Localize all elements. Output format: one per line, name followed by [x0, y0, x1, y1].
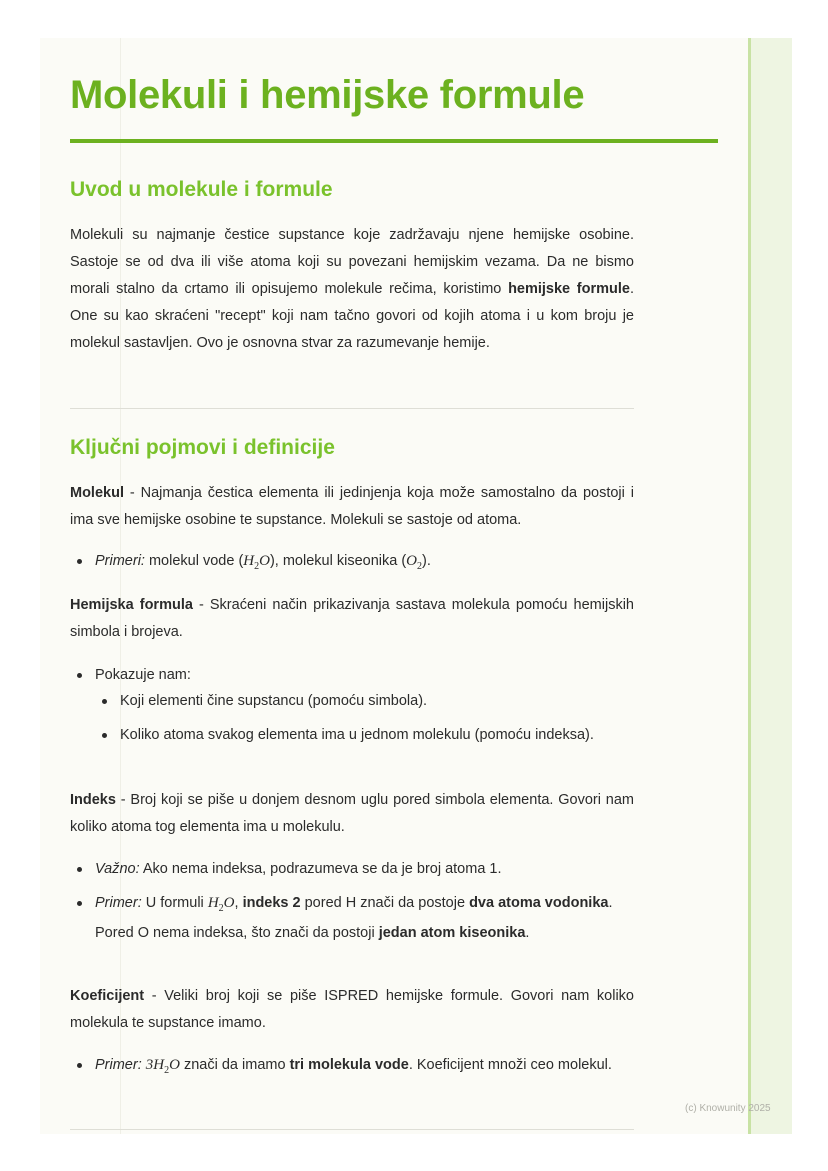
margin-line [120, 38, 121, 1134]
section-heading-intro: Uvod u molekule i formule [70, 178, 333, 201]
intro-text-a: Molekuli su najmanje čestice supstance koje zadržavaju njene hemijske osobine. Sastoje se od dva ili više atoma koji su povezani hemijskim vezama. Da ne bismo morali stalno da crtamo ili opisujemo molekule rečima, koristimo [70, 227, 634, 297]
list-subitem: Koliko atoma svakog elementa ima u jednom molekulu (pomoću indeksa). [70, 723, 634, 748]
right-margin-rule [748, 38, 751, 1134]
definition-formula [70, 592, 634, 646]
bullet-text: , [234, 895, 243, 911]
list-subitem: Koji elementi čine supstancu (pomoću simbola). [70, 689, 634, 714]
formula-index: 2 [218, 903, 224, 914]
formula-symbol: O [259, 553, 270, 569]
bottom-divider [70, 1129, 634, 1130]
list-item: Pokazuje nam: [70, 663, 634, 688]
bullet-text: U formuli [141, 895, 208, 911]
list-item [70, 857, 634, 882]
formula-symbol: H [243, 553, 255, 569]
bullet-label: Važno: [95, 861, 140, 877]
list-item [70, 891, 634, 946]
formula-index: 2 [164, 1065, 170, 1076]
bullet-label: Primer: [95, 895, 142, 911]
bullet-text: znači da imamo [179, 1057, 290, 1073]
bold-text: indeks 2 [242, 895, 301, 911]
formula-symbol: 3H [145, 1057, 165, 1073]
bold-text: jedan atom kiseonika [378, 925, 526, 941]
page-title: Molekuli i hemijske formule [70, 73, 585, 117]
term-koeficijent: Koeficijent [70, 988, 145, 1004]
bold-text: dva atoma vodonika [469, 895, 609, 911]
bullet-text: ), molekul kiseonika ( [269, 553, 407, 569]
formula-water [207, 895, 235, 914]
list-item [70, 1053, 634, 1083]
formula-oxygen [406, 553, 422, 572]
def-molekul: - Najmanja čestica elementa ili jedinjenja koja može samostalno da postoji i ima sve hemijske osobine te supstance. Molekuli se sastoje od atoma. [70, 485, 634, 528]
bullet-label: Primeri: [95, 553, 145, 569]
intro-paragraph [70, 222, 634, 357]
formula-water [243, 553, 270, 572]
bullet-text: . Koeficijent množi ceo molekul. [408, 1057, 612, 1073]
bullet-text: . Pored O nema indeksa, što znači da postoji [95, 895, 613, 941]
formula-index: 2 [254, 561, 260, 572]
definition-koeficijent [70, 983, 634, 1037]
right-margin-band [748, 38, 792, 1134]
bullet-text: . [525, 925, 530, 941]
term-molekul: Molekul [70, 485, 124, 501]
definition-indeks [70, 787, 634, 841]
formula-symbol: H [207, 895, 219, 911]
list-koeficijent [70, 1053, 634, 1083]
term-indeks: Indeks [70, 792, 116, 808]
list-indeks [70, 857, 634, 946]
bullet-text: molekul vode ( [144, 553, 244, 569]
title-underline [70, 139, 718, 143]
bold-text: tri molekula vode [289, 1057, 409, 1073]
def-formula: - Skraćeni način prikazivanja sastava molekula pomoću hemijskih simbola i brojeva. [70, 597, 634, 640]
section-heading-definitions: Ključni pojmovi i definicije [70, 436, 335, 459]
definition-molekul [70, 480, 634, 534]
def-indeks: - Broj koji se piše u donjem desnom uglu pored simbola elementa. Govori nam koliko atoma tog elementa ima u molekulu. [70, 792, 634, 835]
formula-three-water [145, 1057, 180, 1076]
document-page [40, 38, 792, 1134]
term-formula: Hemijska formula [70, 597, 193, 613]
bullet-text: pored H znači da postoje [300, 895, 470, 911]
bullet-text: ). [422, 553, 431, 569]
list-formula [70, 663, 634, 748]
bullet-label: Primer: [95, 1057, 142, 1073]
formula-symbol: O [169, 1057, 180, 1073]
section-divider [70, 408, 634, 409]
formula-symbol: O [406, 553, 417, 569]
copyright-text: (c) Knowunity 2025 [685, 1103, 771, 1114]
formula-index: 2 [417, 561, 422, 572]
list-molekul [70, 549, 634, 579]
bullet-text: Ako nema indeksa, podrazumeva se da je broj atoma 1. [139, 861, 502, 877]
list-item [70, 549, 634, 579]
formula-symbol: O [223, 895, 235, 911]
intro-bold-term: hemijske formule [508, 281, 630, 297]
def-koeficijent: - Veliki broj koji se piše ISPRED hemijske formule. Govori nam koliko molekula te supstance imamo. [70, 988, 634, 1031]
intro-text-b: . One su kao skraćeni "recept" koji nam tačno govori od kojih atoma i u kom broju je molekul sastavljen. Ovo je osnovna stvar za razumevanje hemije. [70, 281, 635, 351]
